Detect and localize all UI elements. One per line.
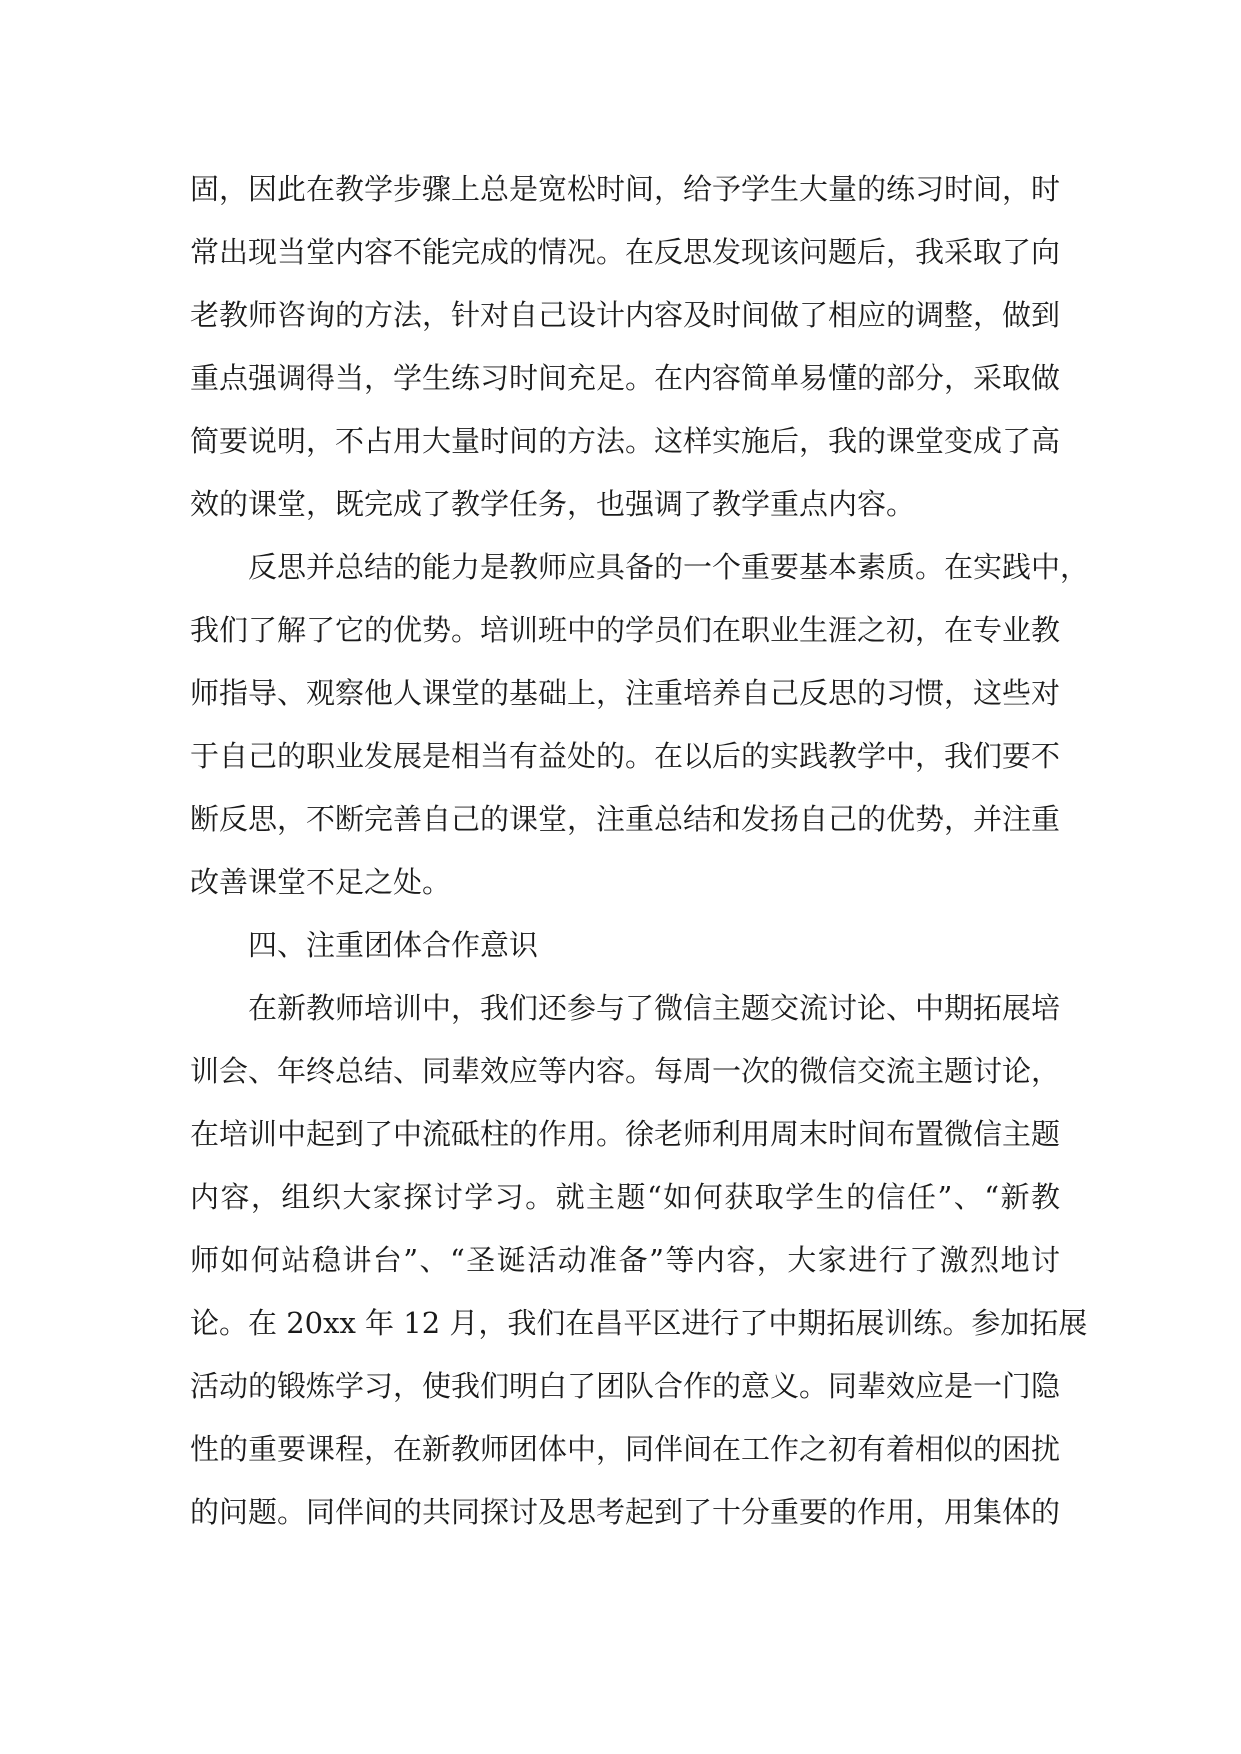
text-line: 老教师咨询的方法，针对自己设计内容及时间做了相应的调整，做到 <box>190 298 1061 332</box>
paragraph-teamwork <box>190 977 1088 1544</box>
text-line: 于自己的职业发展是相当有益处的。在以后的实践教学中，我们要不 <box>190 739 1061 773</box>
paragraph-reflection-summary <box>190 536 1090 914</box>
text-line: 训会、年终总结、同辈效应等内容。每周一次的微信交流主题讨论， <box>190 1054 1061 1088</box>
text-line: 师指导、观察他人课堂的基础上，注重培养自己反思的习惯，这些对 <box>190 676 1061 710</box>
text-line: 反思并总结的能力是教师应具备的一个重要基本素质。在实践中， <box>248 550 1090 584</box>
text-line: 我们了解了它的优势。培训班中的学员们在职业生涯之初，在专业教 <box>190 613 1061 647</box>
section-heading-text: 四、注重团体合作意识 <box>248 928 539 962</box>
text-line: 断反思，不断完善自己的课堂，注重总结和发扬自己的优势，并注重 <box>190 802 1061 836</box>
text-line: 内容，组织大家探讨学习。就主题“如何获取学生的信任”、“新教 <box>190 1180 1060 1214</box>
text-line: 重点强调得当，学生练习时间充足。在内容简单易懂的部分，采取做 <box>190 361 1061 395</box>
paragraph-reflection-continued <box>190 158 1060 536</box>
text-line: 在培训中起到了中流砥柱的作用。徐老师利用周末时间布置微信主题 <box>190 1117 1061 1151</box>
text-line: 活动的锻炼学习，使我们明白了团队合作的意义。同辈效应是一门隐 <box>190 1369 1061 1403</box>
document-body <box>190 158 1090 1544</box>
text-line: 改善课堂不足之处。 <box>190 865 452 899</box>
text-line: 师如何站稳讲台”、“圣诞活动准备”等内容，大家进行了激烈地讨 <box>190 1243 1060 1277</box>
text-line: 常出现当堂内容不能完成的情况。在反思发现该问题后，我采取了向 <box>190 235 1061 269</box>
text-line: 简要说明，不占用大量时间的方法。这样实施后，我的课堂变成了高 <box>190 424 1061 458</box>
text-line: 的问题。同伴间的共同探讨及思考起到了十分重要的作用，用集体的 <box>190 1495 1061 1529</box>
text-line: 性的重要课程，在新教师团体中，同伴间在工作之初有着相似的困扰 <box>190 1432 1061 1466</box>
section-heading <box>190 914 1060 977</box>
text-line: 效的课堂，既完成了教学任务，也强调了教学重点内容。 <box>190 487 916 521</box>
text-line: 固，因此在教学步骤上总是宽松时间，给予学生大量的练习时间，时 <box>190 172 1061 206</box>
text-line: 在新教师培训中，我们还参与了微信主题交流讨论、中期拓展培 <box>248 991 1061 1025</box>
text-line: 论。在 20xx 年 12 月，我们在昌平区进行了中期拓展训练。参加拓展 <box>190 1306 1088 1340</box>
